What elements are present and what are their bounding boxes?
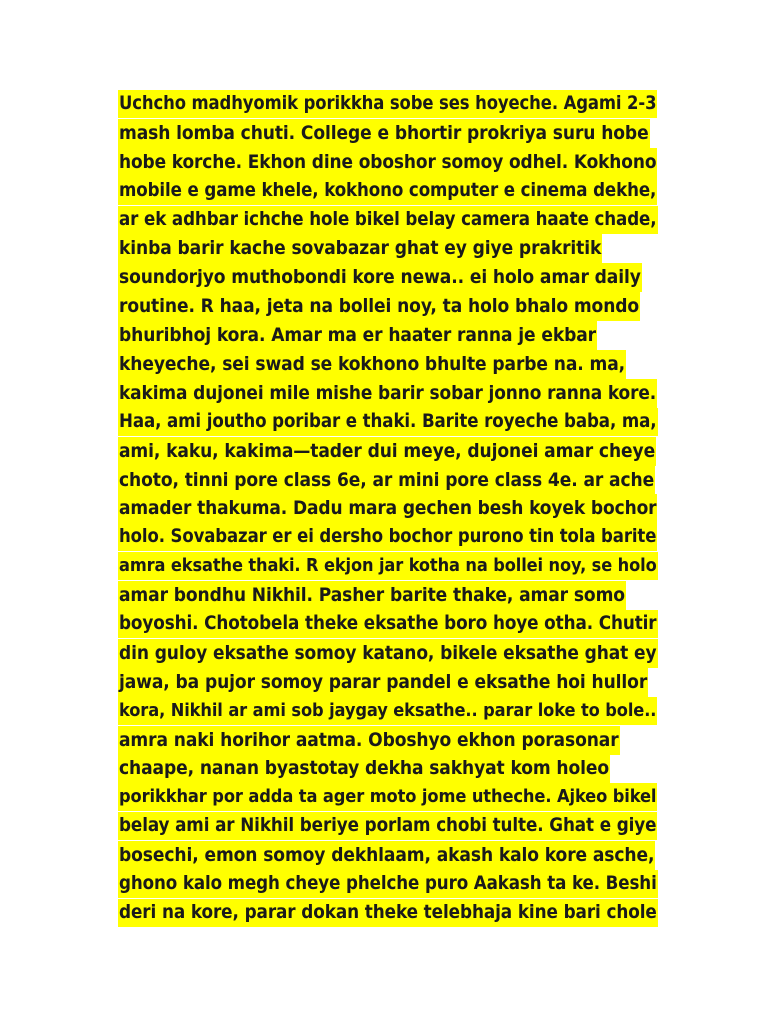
text-line: kheyeche, sei swad se kokhono bhulte parbe na. ma, [118,350,658,379]
text-line: mobile e game khele, kokhono computer e cinema dekhe, [118,177,658,206]
text-line: amra naki horihor aatma. Oboshyo ekhon porasonar [118,726,658,755]
text-line: bosechi, emon somoy dekhlaam, akash kalo kore asche, [118,841,658,870]
text-line: din guloy eksathe somoy katano, bikele eksathe ghat ey [118,639,658,668]
text-line: ami, kaku, kakima—tader dui meye, dujonei amar cheye [118,437,658,466]
text-line: jawa, ba pujor somoy parar pandel e eksathe hoi hullor [118,668,658,697]
text-line: chaape, nanan byastotay dekha sakhyat kom holeo [118,754,658,783]
text-line: deri na kore, parar dokan theke telebhaja kine bari chole [118,899,658,928]
text-line: hobe korche. Ekhon dine oboshor somoy odhel. Kokhono [118,148,658,177]
text-line: routine. R haa, jeta na bollei noy, ta holo bhalo mondo [118,292,658,321]
text-line: holo. Sovabazar er ei dersho bochor purono tin tola barite [118,523,658,552]
text-line: kakima dujonei mile mishe barir sobar jonno ranna kore. [118,379,658,408]
text-line: boyoshi. Chotobela theke eksathe boro hoye otha. Chutir [118,610,658,639]
text-line: ghono kalo megh cheye phelche puro Aakash ta ke. Beshi [118,870,658,899]
text-line: belay ami ar Nikhil beriye porlam chobi tulte. Ghat e giye [118,812,658,841]
text-line: amader thakuma. Dadu mara gechen besh koyek bochor [118,494,658,523]
text-line: choto, tinni pore class 6e, ar mini pore class 4e. ar ache [118,466,658,495]
text-line: soundorjyo muthobondi kore newa.. ei holo amar daily [118,263,658,292]
text-line: bhuribhoj kora. Amar ma er haater ranna je ekbar [118,321,658,350]
highlighted-paragraph [118,90,658,928]
text-line: amra eksathe thaki. R ekjon jar kotha na bollei noy, se holo [118,552,658,581]
text-line: kora, Nikhil ar ami sob jaygay eksathe.. parar loke to bole.. [118,697,658,726]
text-line: mash lomba chuti. College e bhortir prokriya suru hobe [118,119,658,148]
text-line: amar bondhu Nikhil. Pasher barite thake, amar somo [118,581,658,610]
text-line: kinba barir kache sovabazar ghat ey giye prakritik [118,234,658,263]
text-line: Haa, ami joutho poribar e thaki. Barite royeche baba, ma, [118,408,658,437]
text-line: porikkhar por adda ta ager moto jome utheche. Ajkeo bikel [118,783,658,812]
text-line: ar ek adhbar ichche hole bikel belay camera haate chade, [118,206,658,235]
text-line: Uchcho madhyomik porikkha sobe ses hoyeche. Agami 2-3 [118,90,658,119]
